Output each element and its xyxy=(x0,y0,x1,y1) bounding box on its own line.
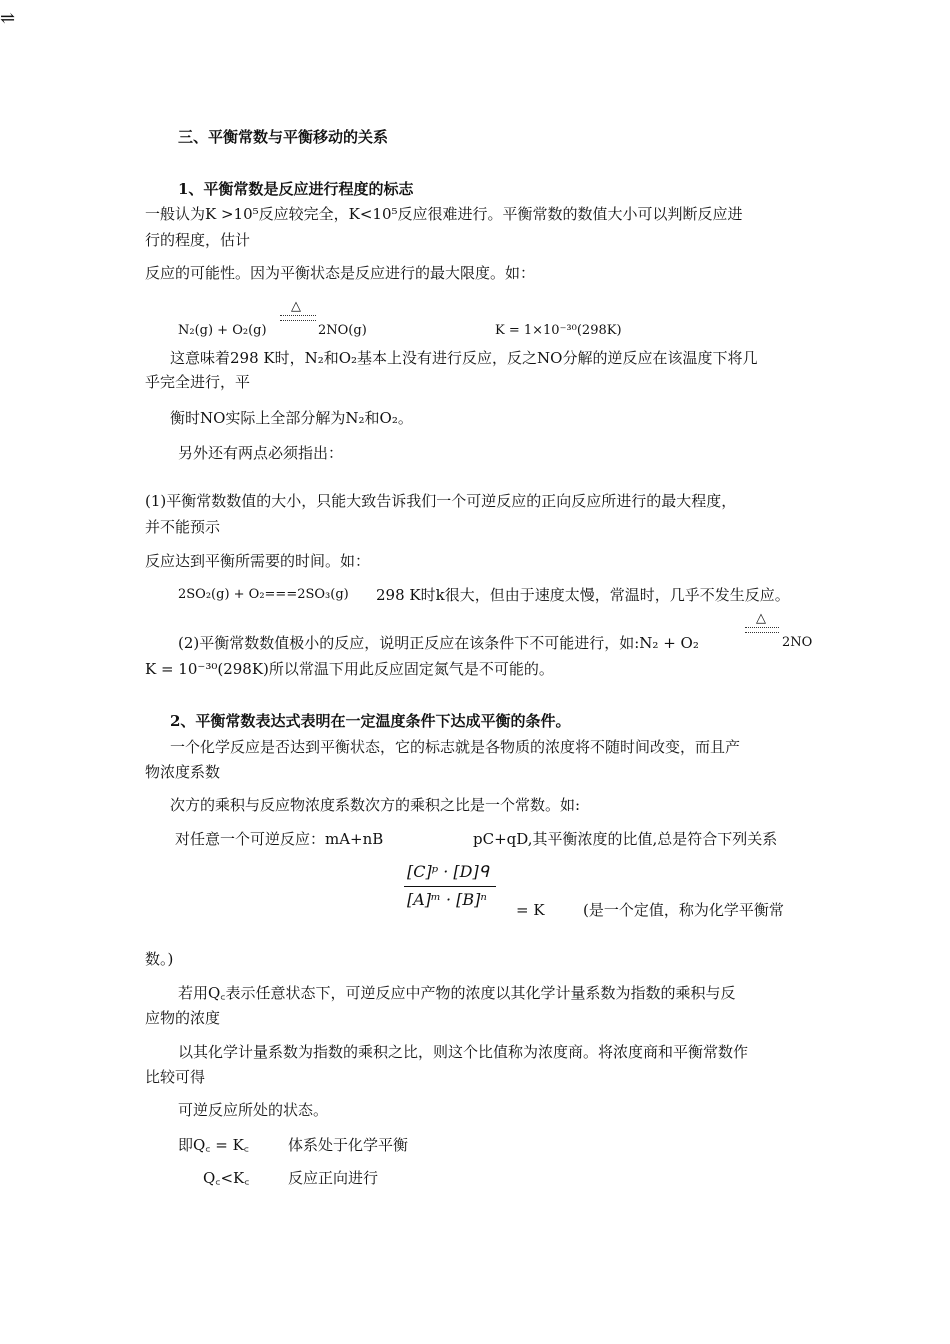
fraction-equals-k: = K xyxy=(516,901,545,919)
paragraph-6-line-3: 次方的乘积与反应物浓度系数次方的乘积之比是一个常数。如: xyxy=(170,796,581,814)
corner-equilibrium-mark: ⇌ xyxy=(0,8,16,29)
equilibrium-arrow-2 xyxy=(745,627,779,633)
paragraph-6-line-1: 一个化学反应是否达到平衡状态，它的标志就是各物质的浓度将不随时间改变，而且产 xyxy=(170,738,741,756)
fraction-denominator: [A]ᵐ · [B]ⁿ xyxy=(407,890,487,909)
paragraph-2-line-2: 乎完全进行，平 xyxy=(145,373,251,391)
paragraph-7-part-a: 对任意一个可逆反应：mA+nB xyxy=(175,830,384,848)
state-row-2-description: 反应正向进行 xyxy=(288,1169,379,1187)
paragraph-4-line-3: 反应达到平衡所需要的时间。如： xyxy=(145,552,371,570)
paragraph-9-line-2: 应物的浓度 xyxy=(145,1009,221,1027)
paragraph-5-line-1: (2)平衡常数数值极小的反应，说明正反应在该条件下不可能进行，如:N₂ + O₂ xyxy=(178,634,699,652)
heat-symbol-2: △ xyxy=(756,611,766,626)
equation-2-note: 298 K时k很大，但由于速度太慢，常温时，几乎不发生反应。 xyxy=(376,586,790,604)
paragraph-1-line-1: 一般认为K >10⁵反应较完全，K<10⁵反应很难进行。平衡常数的数值大小可以判断反应进 xyxy=(145,205,743,223)
equation-2: 2SO₂(g) + O₂===2SO₃(g) xyxy=(178,587,349,602)
equation-1-products: 2NO(g) xyxy=(318,323,367,338)
paragraph-8: 数。) xyxy=(145,950,174,968)
fraction-note: (是一个定值，称为化学平衡常 xyxy=(583,901,784,919)
paragraph-1-line-3: 反应的可能性。因为平衡状态是反应进行的最大限度。如： xyxy=(145,264,536,282)
paragraph-4-line-1: (1)平衡常数数值的大小，只能大致告诉我们一个可逆反应的正向反应所进行的最大程度， xyxy=(145,492,737,510)
state-row-1-condition: 即Q꜀ = K꜀ xyxy=(178,1136,249,1154)
paragraph-4-line-2: 并不能预示 xyxy=(145,518,221,536)
paragraph-2-line-3: 衡时NO实际上全部分解为N₂和O₂。 xyxy=(170,409,413,427)
subheading-2: 2、平衡常数表达式表明在一定温度条件下达成平衡的条件。 xyxy=(170,712,571,730)
equation-1-reactants: N₂(g) + O₂(g) xyxy=(178,323,267,338)
paragraph-10-line-2: 比较可得 xyxy=(145,1068,206,1086)
paragraph-1-line-2: 行的程度，估计 xyxy=(145,231,251,249)
paragraph-9-line-1: 若用Q꜀表示任意状态下，可逆反应中产物的浓度以其化学计量系数为指数的乘积与反 xyxy=(178,984,736,1002)
paragraph-7-part-b: pC+qD,其平衡浓度的比值,总是符合下列关系 xyxy=(473,830,778,848)
state-row-2-condition: Q꜀<K꜀ xyxy=(203,1169,250,1187)
section-heading: 三、平衡常数与平衡移动的关系 xyxy=(178,128,389,146)
paragraph-3: 另外还有两点必须指出： xyxy=(178,444,344,462)
equation-1-constant: K = 1×10⁻³⁰(298K) xyxy=(495,323,622,338)
paragraph-5-line-2: K = 10⁻³⁰(298K)所以常温下用此反应固定氮气是不可能的。 xyxy=(145,660,554,678)
subheading-1: 1、平衡常数是反应进行程度的标志 xyxy=(178,180,414,198)
fraction-line xyxy=(404,886,496,887)
heat-symbol: △ xyxy=(291,299,301,314)
paragraph-10-line-1: 以其化学计量系数为指数的乘积之比，则这个比值称为浓度商。将浓度商和平衡常数作 xyxy=(178,1043,749,1061)
state-row-1-description: 体系处于化学平衡 xyxy=(288,1136,409,1154)
paragraph-11: 可逆反应所处的状态。 xyxy=(178,1101,329,1119)
fraction-numerator: [C]ᵖ · [D]ᑫ xyxy=(407,862,489,881)
equation-3-products: 2NO xyxy=(782,635,813,650)
equilibrium-arrow xyxy=(280,315,316,321)
paragraph-2-line-1: 这意味着298 K时，N₂和O₂基本上没有进行反应，反之NO分解的逆反应在该温度下将几 xyxy=(170,349,758,367)
paragraph-6-line-2: 物浓度系数 xyxy=(145,763,221,781)
